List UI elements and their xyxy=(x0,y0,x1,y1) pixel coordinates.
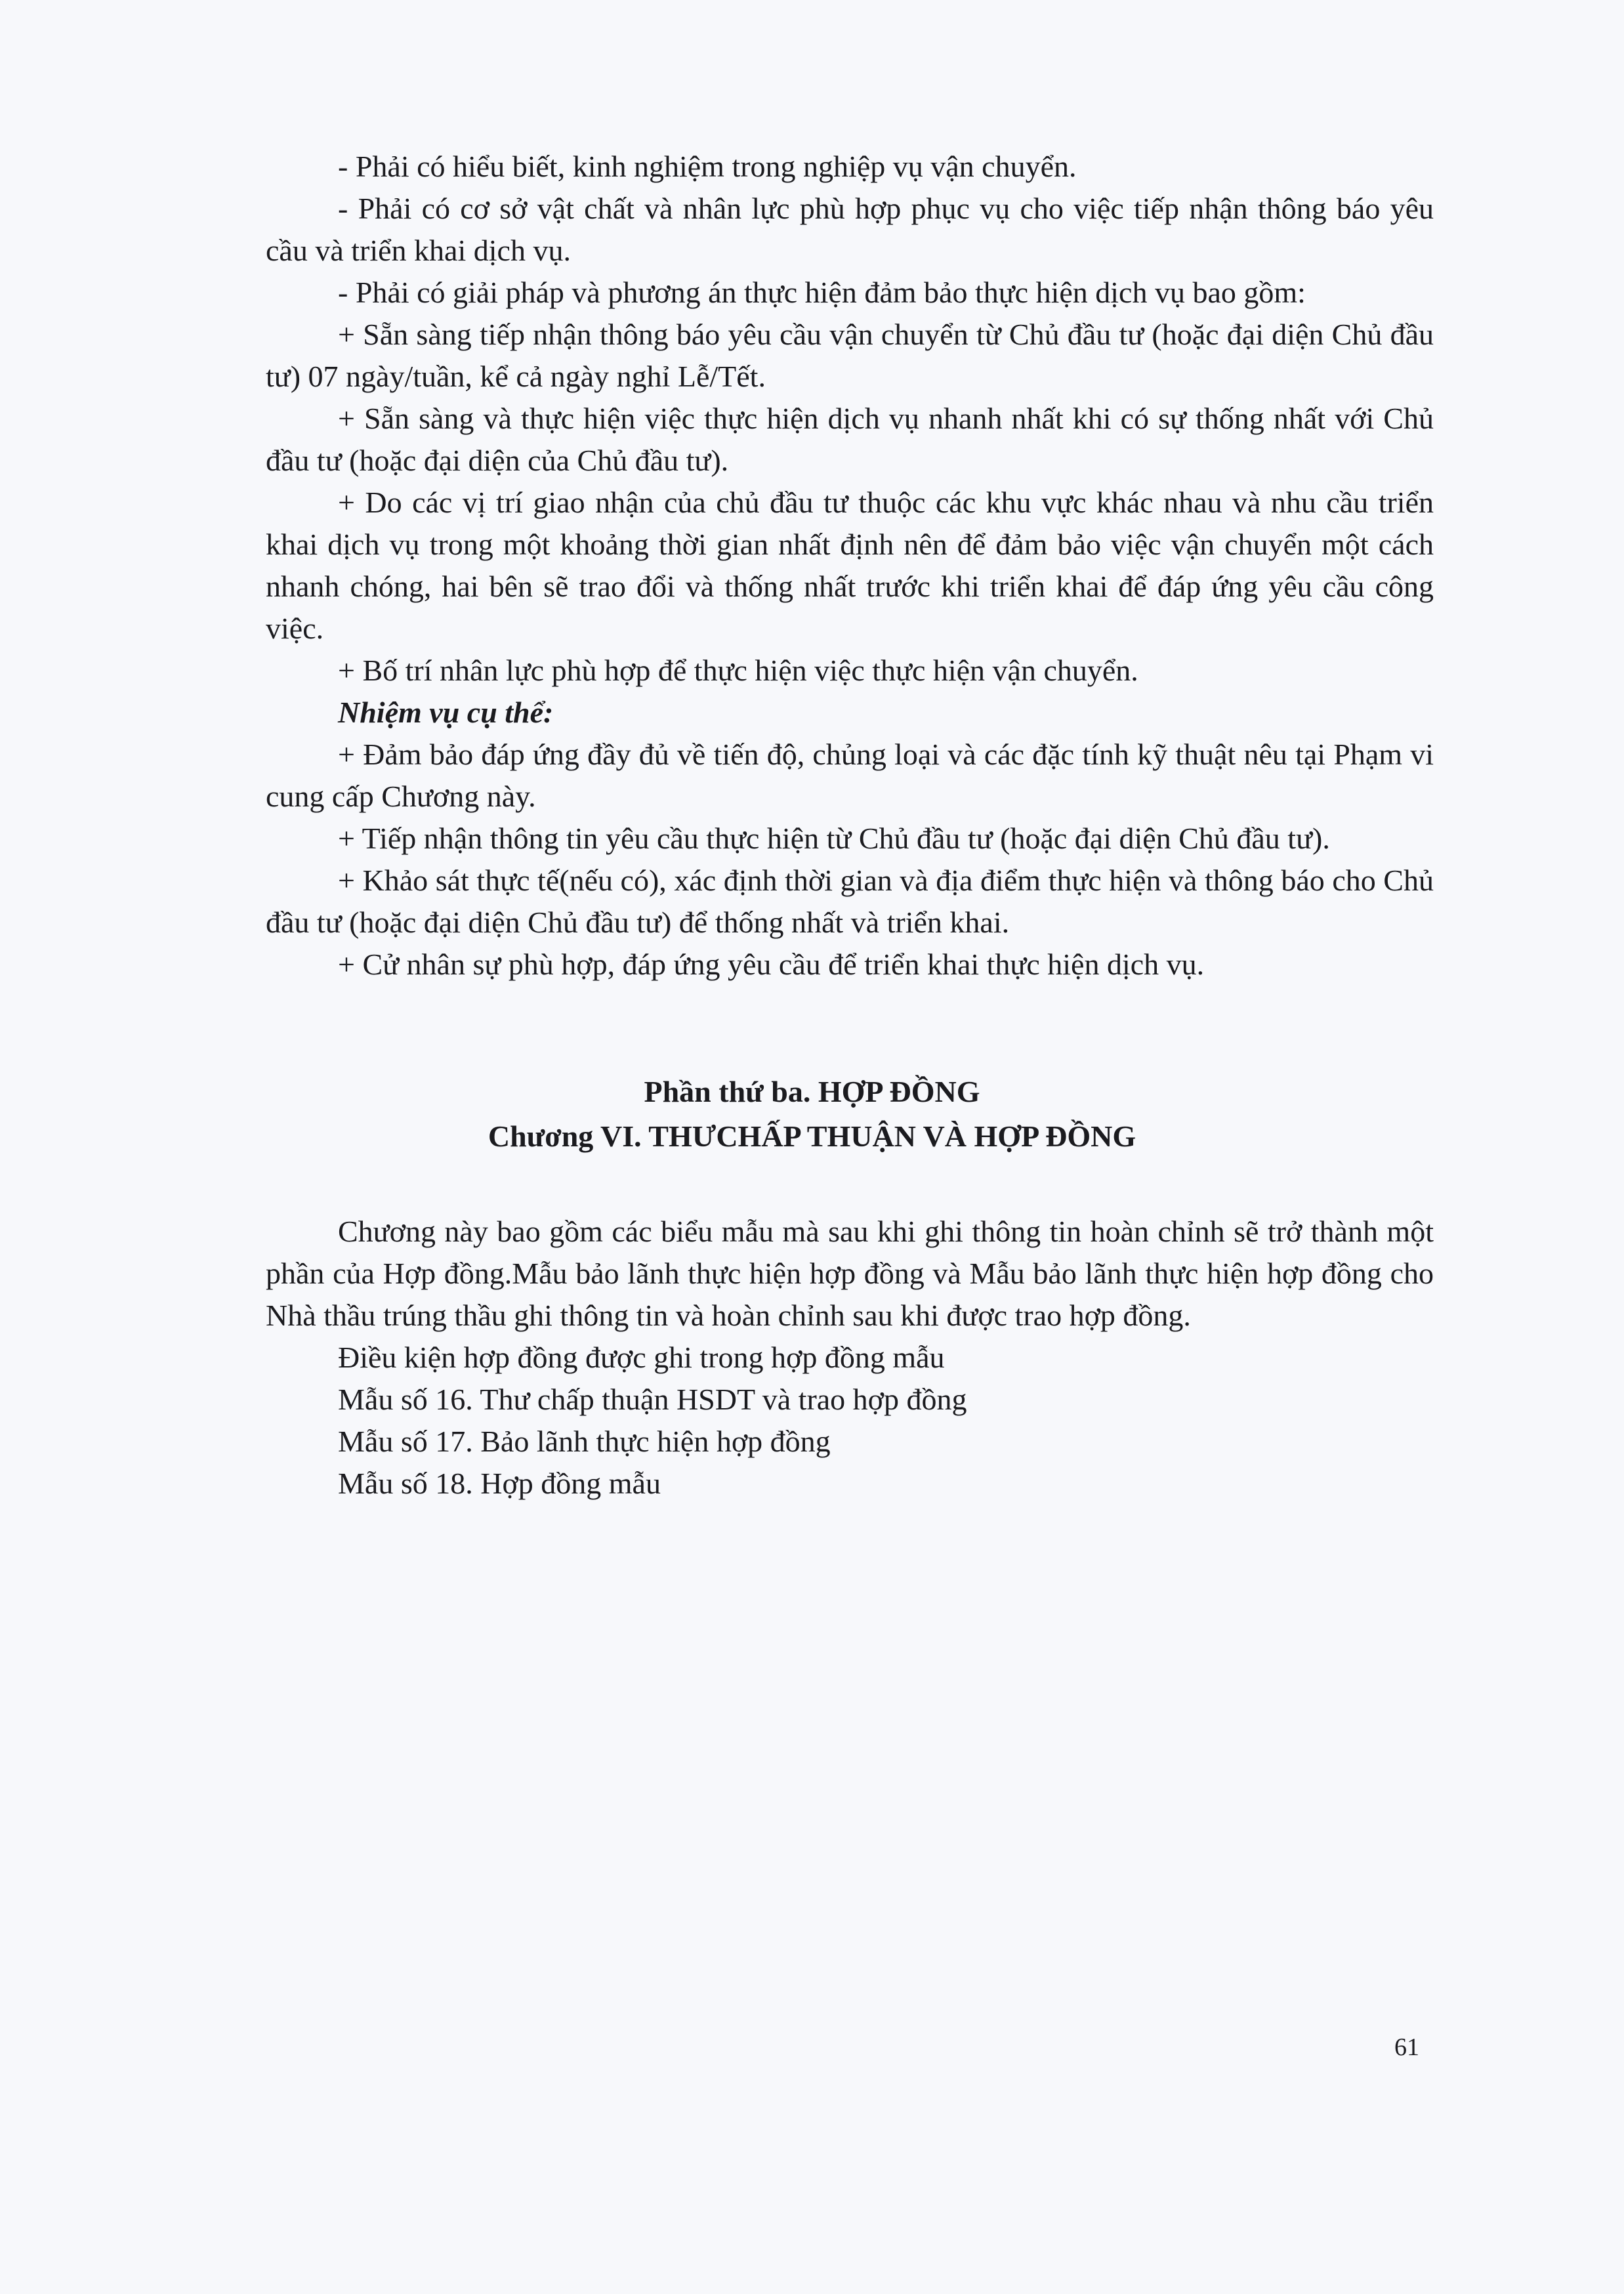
paragraph: - Phải có cơ sở vật chất và nhân lực phù hợp phục vụ cho việc tiếp nhận thông báo yêu cầu và triển khai dịch vụ. xyxy=(266,192,1434,267)
paragraph: + Sẵn sàng tiếp nhận thông báo yêu cầu vận chuyển từ Chủ đầu tư (hoặc đại diện Chủ đầu tư) 07 ngày/tuần, kể cả ngày nghỉ Lễ/Tết. xyxy=(266,318,1434,393)
paragraph: + Do các vị trí giao nhận của chủ đầu tư thuộc các khu vực khác nhau và nhu cầu triển khai dịch vụ trong một khoảng thời gian nhất định nên để đảm bảo việc vận chuyển một cách nhanh chóng, hai bên sẽ trao đổi và thống nhất trước khi triển khai để đáp ứng yêu cầu công việc. xyxy=(266,486,1434,645)
list-item: Điều kiện hợp đồng được ghi trong hợp đồng mẫu xyxy=(338,1341,945,1374)
paragraph: - Phải có giải pháp và phương án thực hiện đảm bảo thực hiện dịch vụ bao gồm: xyxy=(338,276,1306,309)
list-item: Mẫu số 16. Thư chấp thuận HSDT và trao hợp đồng xyxy=(338,1383,967,1416)
chapter-heading: Chương VI. THƯCHẤP THUẬN VÀ HỢP ĐỒNG xyxy=(488,1119,1136,1153)
paragraph: + Bố trí nhân lực phù hợp để thực hiện việc thực hiện vận chuyển. xyxy=(338,654,1138,687)
list-item: Mẫu số 17. Bảo lãnh thực hiện hợp đồng xyxy=(338,1425,831,1458)
paragraph: - Phải có hiểu biết, kinh nghiệm trong nghiệp vụ vận chuyển. xyxy=(338,150,1077,183)
paragraph: + Cử nhân sự phù hợp, đáp ứng yêu cầu để triển khai thực hiện dịch vụ. xyxy=(338,948,1205,981)
page-number: 61 xyxy=(1394,2033,1419,2061)
paragraph: + Khảo sát thực tế(nếu có), xác định thời gian và địa điểm thực hiện và thông báo cho Chủ đầu tư (hoặc đại diện Chủ đầu tư) để thống nhất và triển khai. xyxy=(266,864,1434,939)
intro-paragraph: Chương này bao gồm các biểu mẫu mà sau khi ghi thông tin hoàn chỉnh sẽ trở thành một phần của Hợp đồng.Mẫu bảo lãnh thực hiện hợp đồng và Mẫu bảo lãnh thực hiện hợp đồng cho Nhà thầu trúng thầu ghi thông tin và hoàn chỉnh sau khi được trao hợp đồng. xyxy=(266,1215,1434,1332)
chapter-intro-section xyxy=(266,1211,1434,1505)
paragraph: + Đảm bảo đáp ứng đầy đủ về tiến độ, chủng loại và các đặc tính kỹ thuật nêu tại Phạm vi cung cấp Chương này. xyxy=(266,738,1434,813)
requirements-section xyxy=(266,146,1434,986)
list-item: Mẫu số 18. Hợp đồng mẫu xyxy=(338,1467,661,1500)
tasks-heading: Nhiệm vụ cụ thể: xyxy=(338,696,554,729)
paragraph: + Tiếp nhận thông tin yêu cầu thực hiện từ Chủ đầu tư (hoặc đại diện Chủ đầu tư). xyxy=(338,822,1330,855)
paragraph: + Sẵn sàng và thực hiện việc thực hiện dịch vụ nhanh nhất khi có sự thống nhất với Chủ đầu tư (hoặc đại diện của Chủ đầu tư). xyxy=(266,402,1434,477)
part-heading: Phần thứ ba. HỢP ĐỒNG xyxy=(644,1075,980,1108)
